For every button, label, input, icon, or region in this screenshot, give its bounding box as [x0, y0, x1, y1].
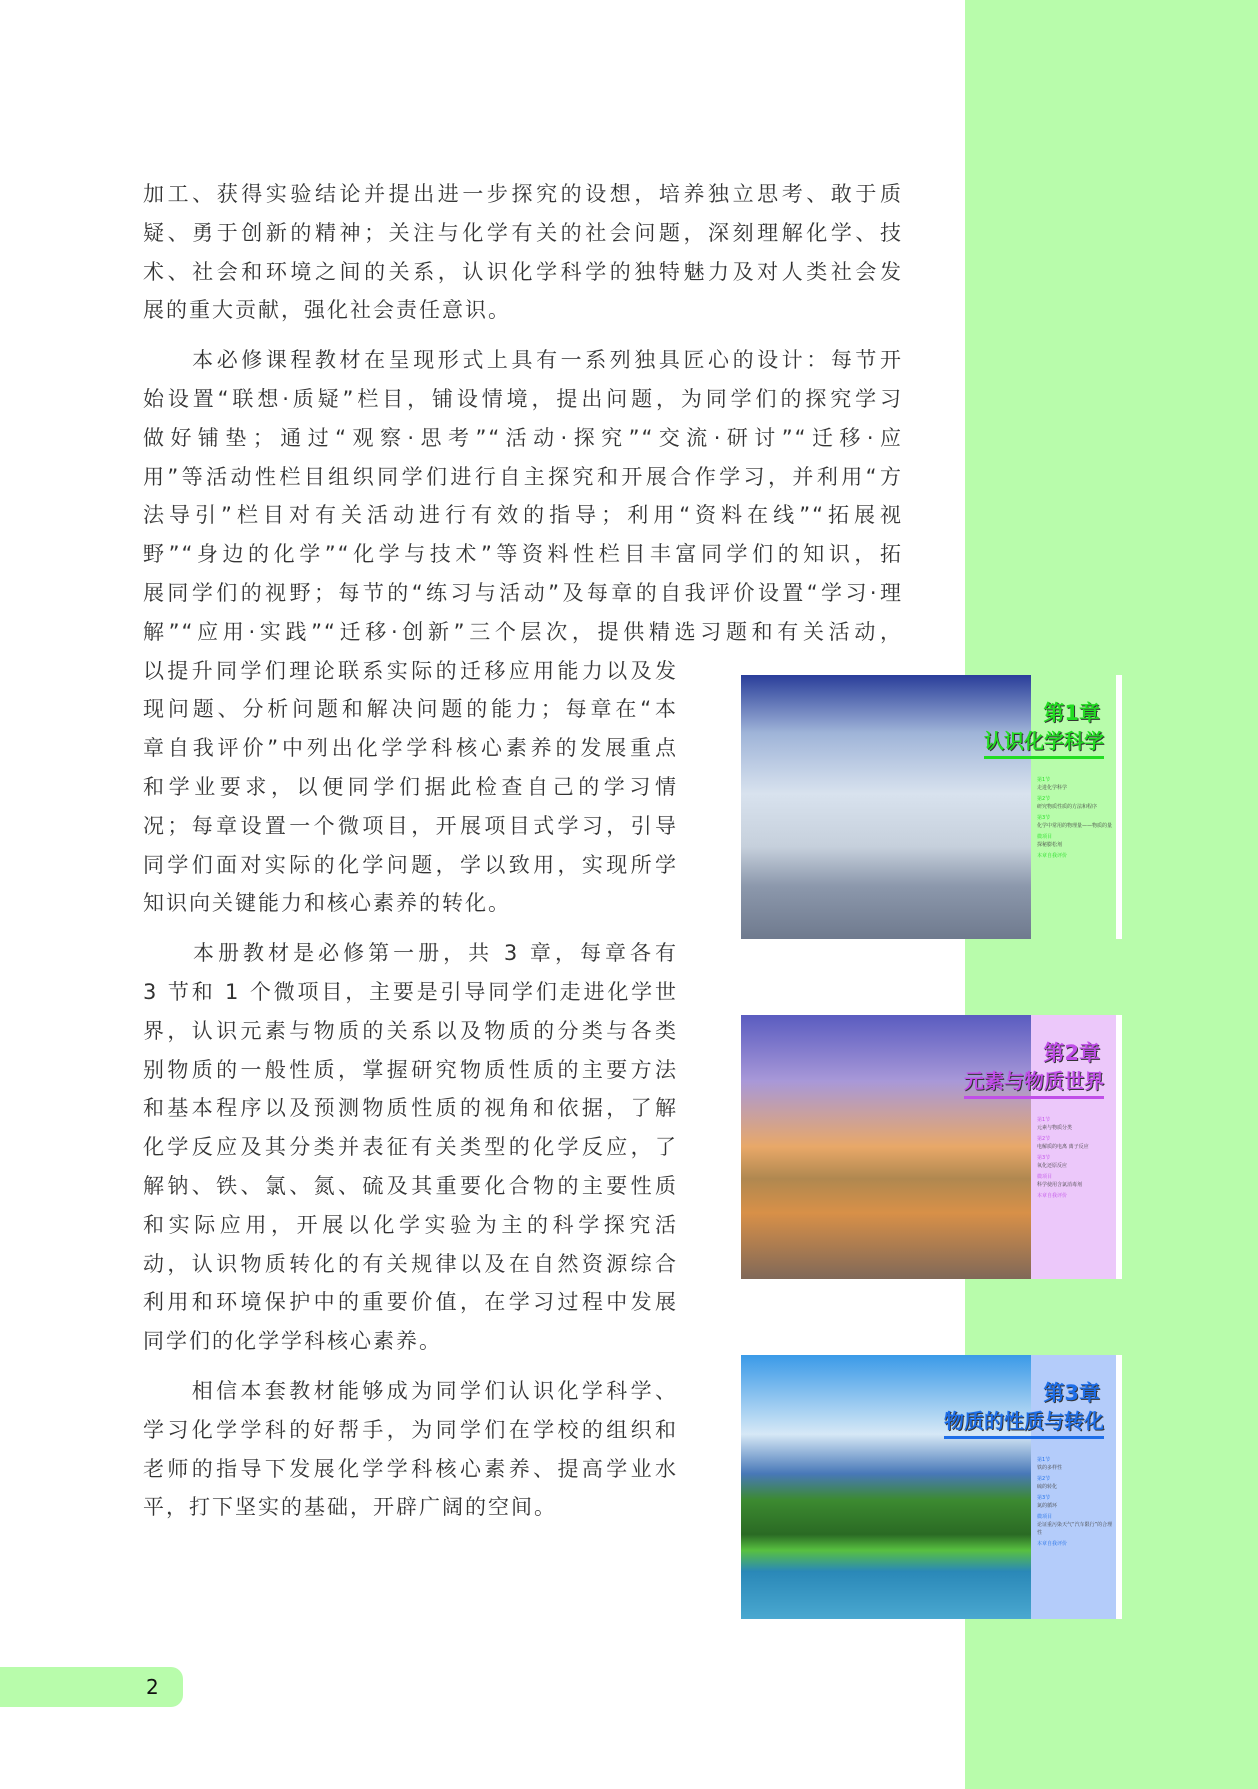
toc-item: 氮的循环	[1037, 1503, 1058, 1509]
toc-item: 电解质的电离 离子反应	[1037, 1144, 1089, 1150]
toc-heading: 微项目	[1037, 1174, 1053, 1180]
text-line: 术、社会和环境之间的关系，认识化学科学的独特魅力及对人类社会发	[143, 259, 903, 284]
toc-heading: 第1节	[1037, 1457, 1051, 1463]
toc-item: 元素与物质分类	[1037, 1125, 1073, 1131]
chapter-3-cover	[735, 1355, 1122, 1619]
text-line: 况；每章设置一个微项目，开展项目式学习，引导	[143, 813, 678, 838]
text-line: 别物质的一般性质，掌握研究物质性质的主要方法	[143, 1057, 678, 1082]
toc-item: 探秘膨松剂	[1037, 842, 1063, 848]
page-number-tab	[0, 1667, 183, 1707]
text-line: 法导引”栏目对有关活动进行有效的指导；利用“资料在线”“拓展视	[143, 503, 903, 528]
text-line: 同学们的化学学科核心素养。	[143, 1329, 442, 1354]
text-line: 始设置“联想·质疑”栏目，铺设情境，提出问题，为同学们的探究学习	[143, 386, 903, 411]
text-line: 利用和环境保护中的重要价值，在学习过程中发展	[143, 1290, 678, 1315]
text-line: 本必修课程教材在呈现形式上具有一系列独具匠心的设计：每节开	[143, 348, 903, 373]
toc-item: 硫的转化	[1037, 1484, 1058, 1490]
toc-heading: 微项目	[1037, 1514, 1053, 1520]
text-line: 解钠、铁、氯、氮、硫及其重要化合物的主要性质	[143, 1173, 678, 1198]
toc-item: 走进化学科学	[1037, 785, 1068, 791]
toc-heading: 第2节	[1037, 1136, 1051, 1142]
chapter-1-number: 第1章	[1043, 701, 1100, 725]
toc-heading: 第3节	[1037, 1495, 1051, 1501]
toc-item: 论证重污染天气“汽车限行”的合理性	[1037, 1522, 1113, 1536]
toc-heading: 第3节	[1037, 1155, 1051, 1161]
text-line: 疑、勇于创新的精神；关注与化学有关的社会问题，深刻理解化学、技	[143, 220, 903, 245]
text-line: 本册教材是必修第一册，共 3 章，每章各有	[143, 941, 678, 966]
text-line: 用”等活动性栏目组织同学们进行自主探究和开展合作学习，并利用“方	[143, 464, 903, 489]
chapter-2-number: 第2章	[1043, 1041, 1100, 1065]
toc-heading: 本章自我评价	[1037, 1193, 1068, 1199]
toc-item: 氧化还原反应	[1037, 1163, 1068, 1169]
text-line: 野”“身边的化学”“化学与技术”等资料性栏目丰富同学们的知识，拓	[143, 542, 903, 567]
text-line: 3 节和 1 个微项目，主要是引导同学们走进化学世	[143, 979, 678, 1004]
text-line: 同学们面对实际的化学问题，学以致用，实现所学	[143, 852, 678, 877]
text-line: 和学业要求，以便同学们据此检查自己的学习情	[143, 774, 678, 799]
chapter-1-toc	[1037, 773, 1117, 860]
text-line: 现问题、分析问题和解决问题的能力；每章在“本	[143, 697, 678, 722]
text-line: 知识向关键能力和核心素养的转化。	[143, 891, 511, 916]
toc-item: 研究物质性质的方法和程序	[1037, 804, 1098, 810]
text-line: 界，认识元素与物质的关系以及物质的分类与各类	[143, 1018, 678, 1043]
chapter-3-title: 物质的性质与转化	[944, 1405, 1104, 1439]
text-line: 平，打下坚实的基础，开辟广阔的空间。	[143, 1495, 557, 1520]
text-line: 章自我评价”中列出化学学科核心素养的发展重点	[143, 736, 678, 761]
chapter-3-toc	[1037, 1453, 1117, 1548]
chapter-2-title: 元素与物质世界	[964, 1065, 1104, 1099]
text-line: 解”“应用·实践”“迁移·创新”三个层次，提供精选习题和有关活动，	[143, 619, 903, 644]
toc-item: 科学使用含氯消毒剂	[1037, 1182, 1083, 1188]
page-number: 2	[146, 1675, 159, 1699]
factory-park-photo	[741, 1355, 1031, 1619]
text-line: 和基本程序以及预测物质性质的视角和依据，了解	[143, 1096, 678, 1121]
toc-heading: 第1节	[1037, 1117, 1051, 1123]
text-line: 以提升同学们理论联系实际的迁移应用能力以及发	[143, 658, 678, 683]
chapter-2-toc	[1037, 1113, 1117, 1200]
chapter-1-title: 认识化学科学	[984, 725, 1104, 759]
chapter-3-number: 第3章	[1043, 1381, 1100, 1405]
text-line: 加工、获得实验结论并提出进一步探究的设想，培养独立思考、敢于质	[143, 182, 903, 206]
toc-heading: 第1节	[1037, 777, 1051, 783]
text-line: 老师的指导下发展化学学科核心素养、提高学业水	[143, 1456, 678, 1481]
chapter-1-cover	[735, 675, 1122, 939]
text-line: 动，认识物质转化的有关规律以及在自然资源综合	[143, 1251, 678, 1276]
text-line: 和实际应用，开展以化学实验为主的科学探究活	[143, 1212, 678, 1237]
text-line: 相信本套教材能够成为同学们认识化学科学、	[143, 1378, 678, 1403]
text-line: 展同学们的视野；每节的“练习与活动”及每章的自我评价设置“学习·理	[143, 580, 903, 605]
text-line: 化学反应及其分类并表征有关类型的化学反应，了	[143, 1135, 678, 1160]
chapter-2-cover	[735, 1015, 1122, 1279]
lake-sunset-photo	[741, 1015, 1031, 1279]
toc-heading: 第2节	[1037, 796, 1051, 802]
text-line: 做好铺垫；通过“观察·思考”“活动·探究”“交流·研讨”“迁移·应	[143, 425, 903, 450]
paragraph	[143, 175, 903, 330]
toc-item: 铁的多样性	[1037, 1465, 1063, 1471]
toc-heading: 第3节	[1037, 815, 1051, 821]
toc-item: 化学中常用的物理量——物质的量	[1037, 823, 1113, 829]
lab-photo	[741, 675, 1031, 939]
text-line: 学习化学学科的好帮手，为同学们在学校的组织和	[143, 1417, 678, 1442]
toc-heading: 本章自我评价	[1037, 1541, 1068, 1547]
toc-heading: 第2节	[1037, 1476, 1051, 1482]
toc-heading: 微项目	[1037, 834, 1053, 840]
toc-heading: 本章自我评价	[1037, 853, 1068, 859]
text-line: 展的重大贡献，强化社会责任意识。	[143, 298, 511, 323]
